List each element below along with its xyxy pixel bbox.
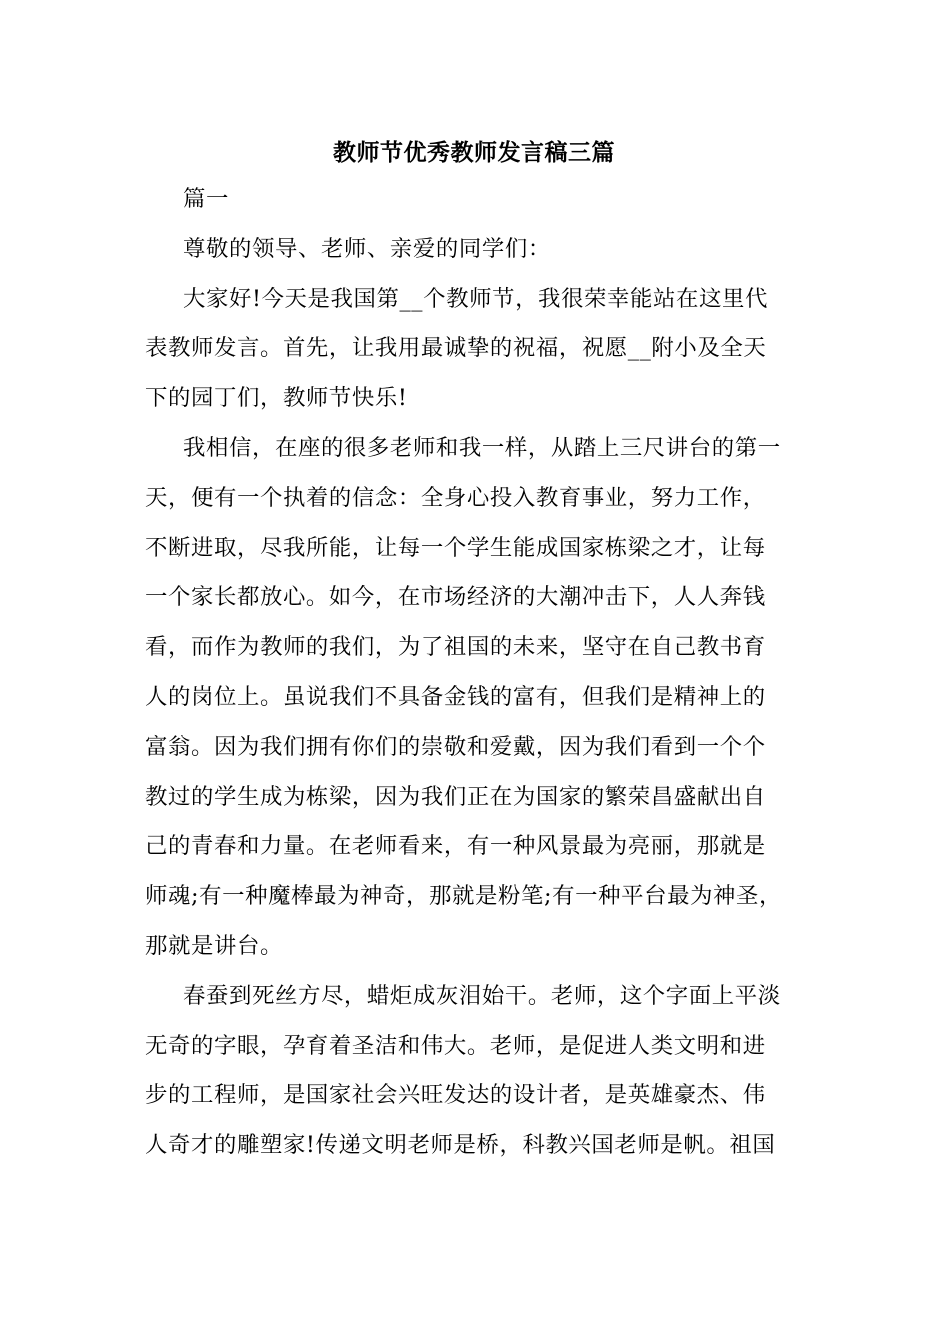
- body-line: 天，便有一个执着的信念：全身心投入教育事业，努力工作，: [145, 484, 766, 511]
- body-line: 不断进取，尽我所能，让每一个学生能成国家栋梁之才，让每: [145, 534, 766, 561]
- body-line: 春蚕到死丝方尽，蜡炬成灰泪始干。老师，这个字面上平淡: [183, 982, 781, 1009]
- body-line: 大家好!今天是我国第__个教师节，我很荣幸能站在这里代: [183, 285, 768, 312]
- salutation-line: 尊敬的领导、老师、亲爱的同学们：: [183, 235, 551, 262]
- body-line: 师魂;有一种魔棒最为神奇，那就是粉笔;有一种平台最为神圣，: [145, 883, 783, 910]
- section-heading: 篇一: [183, 186, 229, 212]
- body-line: 教过的学生成为栋梁，因为我们正在为国家的繁荣昌盛献出自: [145, 783, 766, 810]
- body-line: 那就是讲台。: [145, 932, 283, 959]
- body-line: 无奇的字眼，孕育着圣洁和伟大。老师，是促进人类文明和进: [145, 1032, 766, 1059]
- document-body: [145, 182, 809, 1178]
- body-line: 富翁。因为我们拥有你们的崇敬和爱戴，因为我们看到一个个: [145, 733, 766, 760]
- body-line: 人的岗位上。虽说我们不具备金钱的富有，但我们是精神上的: [145, 683, 766, 710]
- document-title: 教师节优秀教师发言稿三篇: [333, 139, 615, 166]
- body-line: 步的工程师，是国家社会兴旺发达的设计者，是英雄豪杰、伟: [145, 1082, 766, 1109]
- body-line: 我相信，在座的很多老师和我一样，从踏上三尺讲台的第一: [183, 434, 781, 461]
- body-line: 看，而作为教师的我们，为了祖国的未来，坚守在自己教书育: [145, 634, 766, 661]
- body-line: 人奇才的雕塑家!传递文明老师是桥，科教兴国老师是帆。祖国: [145, 1132, 776, 1159]
- body-line: 己的青春和力量。在老师看来，有一种风景最为亮丽，那就是: [145, 833, 766, 860]
- body-line: 一个家长都放心。如今，在市场经济的大潮冲击下，人人奔钱: [145, 584, 766, 611]
- body-line: 表教师发言。首先，让我用最诚挚的祝福，祝愿__附小及全天: [145, 335, 767, 362]
- body-line: 下的园丁们，教师节快乐!: [145, 385, 408, 412]
